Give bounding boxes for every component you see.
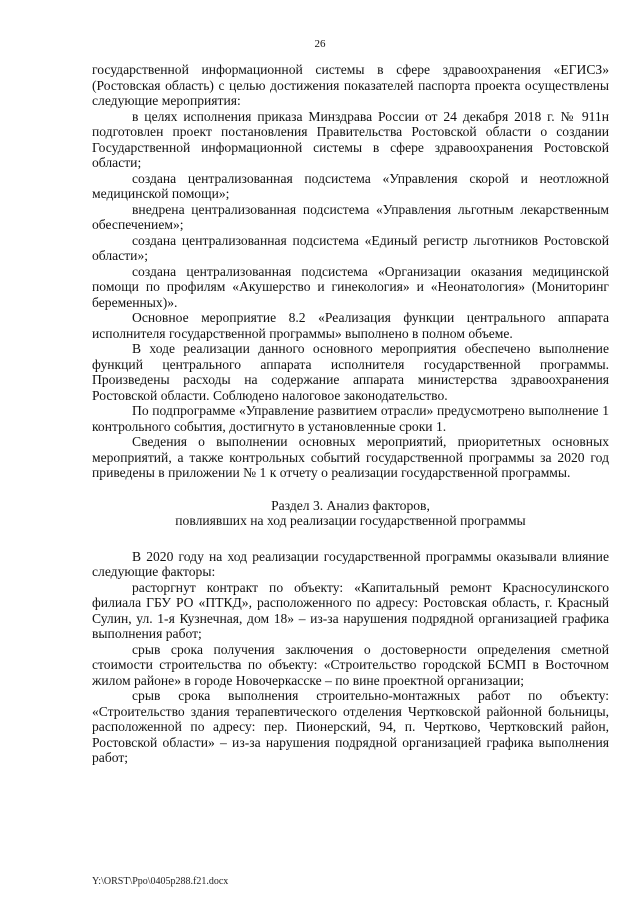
paragraph: создана централизованная подсистема «Единый регистр льготников Ростовской области»; — [92, 232, 609, 263]
section-heading-line-2: повлиявших на ход реализации государственной программы — [175, 513, 526, 528]
paragraph: срыв срока получения заключения о достоверности определения сметной стоимости строительства по объекту: «Строительство городской БСМП в Восточном жилом районе» в городе Новочеркасске – по вине проектной организации; — [92, 641, 609, 688]
paragraph: государственной информационной системы в сфере здравоохранения «ЕГИСЗ» (Ростовская область) с целью достижения показателей паспорта проекта осуществлены следующие мероприятия: — [92, 62, 609, 108]
paragraph: Сведения о выполнении основных мероприятий, приоритетных основных мероприятий, а также контрольных событий государственной программы за 2020 год приведены в приложении № 1 к отчету о реализации государственной программы. — [92, 434, 609, 480]
paragraph: Основное мероприятие 8.2 «Реализация функции центрального аппарата исполнителя государственной программы» выполнено в полном объеме. — [92, 310, 609, 341]
document-body — [92, 62, 609, 766]
paragraph: срыв срока выполнения строительно-монтажных работ по объекту: «Строительство здания терапевтического отделения Чертковской районной больницы, расположенной по адресу: пер. Пионерский, 94, п. Чертково, Чертковский район, Ростовской области» – из-за нарушения подрядной организацией графика выполнения работ; — [92, 688, 609, 765]
paragraph: По подпрограмме «Управление развитием отрасли» предусмотрено выполнение 1 контрольного события, достигнуто в установленные сроки 1. — [92, 403, 609, 434]
paragraph: В 2020 году на ход реализации государственной программы оказывали влияние следующие факторы: — [92, 548, 609, 579]
footer-file-path: Y:\ORST\Ppo\0405p288.f21.docx — [92, 876, 229, 887]
paragraph: в целях исполнения приказа Минздрава России от 24 декабря 2018 г. № 911н подготовлен проект постановления Правительства Ростовской области о создании Государственной информационной системы в сфере здравоохранения Ростовской области; — [92, 108, 609, 170]
paragraph: В ходе реализации данного основного мероприятия обеспечено выполнение функций центрального аппарата исполнителя государственной программы. Произведены расходы на содержание аппарата министерства здравоохранения Ростовской области. Соблюдено налоговое законодательство. — [92, 341, 609, 403]
paragraph: внедрена централизованная подсистема «Управления льготным лекарственным обеспечением»; — [92, 201, 609, 232]
paragraph: создана централизованная подсистема «Организации оказания медицинской помощи по профилям «Акушерство и гинекология» и «Неонатология» (Мониторинг беременных)». — [92, 263, 609, 310]
section-heading — [92, 498, 609, 529]
page-number: 26 — [314, 38, 326, 50]
paragraph: расторгнут контракт по объекту: «Капитальный ремонт Красносулинского филиала ГБУ РО «ПТКД», расположенного по адресу: Ростовская область, г. Красный Сулин, ул. 1-я Кузнечная, дом 18» – из-за нарушения подрядной организацией графика выполнения работ; — [92, 579, 609, 641]
section-heading-line-1: Раздел 3. Анализ факторов, — [271, 497, 430, 513]
paragraph: создана централизованная подсистема «Управления скорой и неотложной медицинской помощи»; — [92, 170, 609, 201]
